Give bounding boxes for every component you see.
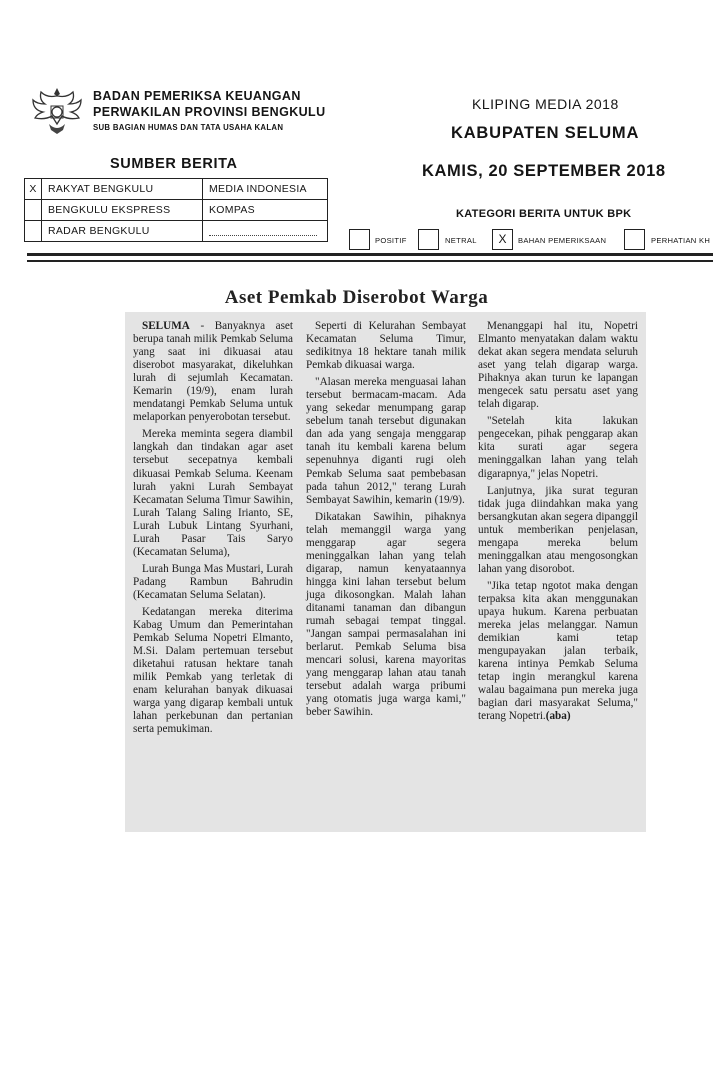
article-paragraph: Dikatakan Sawihin, pihaknya telah memanggil warga yang menggarap agar segera meninggalkan lahan yang telah digarap, namun kenyataannya hingga kini lahan tersebut belum juga dikosongkan. Malah lahan ditanami tanaman dan dibangun rumah sebagai tempat tinggal. "Jangan sampai permasalahan ini berlarut. Pemkab Seluma bisa mencari solusi, karena mayoritas yang menggarap lahan atau tanah tersebut adalah warga pribumi yang otomatis juga warga kami," beber Sawihin. <box>306 510 466 719</box>
source-name: RADAR BENGKULU <box>42 221 203 242</box>
article-paragraph: Menanggapi hal itu, Nopetri Elmanto menyatakan dalam waktu dekat akan segera mendata seluruh aset yang telah digarap warga. Pihaknya akan turun ke lapangan mengecek satu persatu aset yang telah digarap. <box>478 320 638 411</box>
source-name: KOMPAS <box>203 200 328 221</box>
header-divider <box>27 260 713 262</box>
article-paragraph: Lanjutnya, jika surat teguran tidak juga diindahkan maka yang bersangkutan akan segera dipanggil untuk memberikan penjelasan, mengapa mereka belum meninggalkan atau mengosongkan lahan yang disorobot. <box>478 484 638 575</box>
category-label: NETRAL <box>445 236 477 245</box>
source-checkbox-mark <box>25 200 42 221</box>
kliping-title: KLIPING MEDIA 2018 <box>472 96 619 112</box>
kategori-title: KATEGORI BERITA UNTUK BPK <box>456 208 632 220</box>
article-paragraph: Lurah Bunga Mas Mustari, Lurah Padang Rambun Bahrudin (Kecamatan Seluma Selatan). <box>133 562 293 601</box>
article-column-3 <box>478 320 638 727</box>
garuda-emblem-icon <box>27 80 87 140</box>
source-other-blank <box>203 221 328 242</box>
source-name: BENGKULU EKSPRESS <box>42 200 203 221</box>
source-checkbox-mark <box>25 221 42 242</box>
kabupaten-title: KABUPATEN SELUMA <box>451 124 640 142</box>
dotted-line <box>209 224 317 236</box>
article-headline: Aset Pemkab Diserobot Warga <box>224 287 489 308</box>
article-column-2 <box>306 320 466 723</box>
organization-header <box>93 88 326 136</box>
org-name: BADAN PEMERIKSA KEUANGAN <box>93 89 301 103</box>
article-column-1 <box>133 320 293 740</box>
source-name: RAKYAT BENGKULU <box>42 179 203 200</box>
author-signature: (aba) <box>545 710 571 723</box>
article-paragraph: "Setelah kita lakukan pengecekan, pihak penggarap akan kita surati agar segera meninggalkan lahan yang telah digarapnya," jelas Nopetri. <box>478 415 638 480</box>
category-checkbox <box>349 229 370 250</box>
sumber-berita-title: SUMBER BERITA <box>110 156 238 172</box>
article-paragraph: SELUMA - Banyaknya aset berupa tanah milik Pemkab Seluma yang saat ini dikuasai atau diserobot masyarakat, dikeluhkan lurah di sejumlah Kecamatan. Kemarin (19/9), enam lurah mendatangi Pemkab Seluma untuk melaporkan penyerobotan tersebut. <box>133 320 293 424</box>
org-branch: PERWAKILAN PROVINSI BENGKULU <box>93 105 326 119</box>
header-divider <box>27 253 713 256</box>
article-paragraph: "Alasan mereka menguasai lahan tersebut bermacam-macam. Ada yang sekedar menumpang garap sebelum tanah tersebut digunakan dan ada yang sengaja menggarap tanah itu kembali karena belum sepenuhnya diganti rugi oleh Pemkab Seluma saat pembebasan pada tahun 2012," terang Lurah Sembayat Sawihin, kemarin (19/9). <box>306 376 466 506</box>
org-subdivision: SUB BAGIAN HUMAS DAN TATA USAHA KALAN <box>93 123 284 132</box>
article-paragraph: Kedatangan mereka diterima Kabag Umum dan Pemerintahan Pemkab Seluma Nopetri Elmanto, M.Si. Dalam pertemuan tersebut diketahui ratusan hektare tanah milik Pemkab yang terletak di enam kelurahan banyak dikuasai warga yang digarap kembali untuk lahan perkebunan dan pertanian serta pemukiman. <box>133 605 293 736</box>
article-paragraph: "Jika tetap ngotot maka dengan terpaksa kita akan menggunakan upaya hukum. Karena perbuatan mereka jelas melanggar. Namun demikian kami tetap mengupayakan jalan terbaik, karena intinya Pemkab Seluma tetap ingin merangkul karena walau bagaimana pun mereka juga bagian dari masyarakat Seluma," terang Nopetri.(aba) <box>478 579 638 723</box>
source-checkbox-mark: X <box>25 179 42 200</box>
article-paragraph: Mereka meminta segera diambil langkah dan tindakan agar aset tersebut secepatnya kembali dikuasai Pemkab Seluma. Keenam lurah yakni Lurah Sembayat Kecamatan Seluma Timur Sawihin, Lurah Talang Saling Irianto, SE, Lurah Lubuk Lintang Syurhani, Lurah Pasar Tais Saryo (Kecamatan Seluma), <box>133 428 293 558</box>
category-checkbox <box>418 229 439 250</box>
category-checkbox: X <box>492 229 513 250</box>
source-name: MEDIA INDONESIA <box>203 179 328 200</box>
category-checkbox <box>624 229 645 250</box>
category-label: POSITIF <box>375 236 407 245</box>
category-label: BAHAN PEMERIKSAAN <box>518 236 607 245</box>
publication-date: KAMIS, 20 SEPTEMBER 2018 <box>422 162 666 180</box>
source-row <box>25 221 328 242</box>
source-row <box>25 179 328 200</box>
source-row <box>25 200 328 221</box>
article-paragraph: Seperti di Kelurahan Sembayat Kecamatan Seluma Timur, sedikitnya 18 hektare tanah milik Pemkab dikuasai warga. <box>306 320 466 372</box>
source-table <box>24 178 328 242</box>
category-label: PERHATIAN KH <box>651 236 711 245</box>
dateline: SELUMA <box>142 320 190 332</box>
